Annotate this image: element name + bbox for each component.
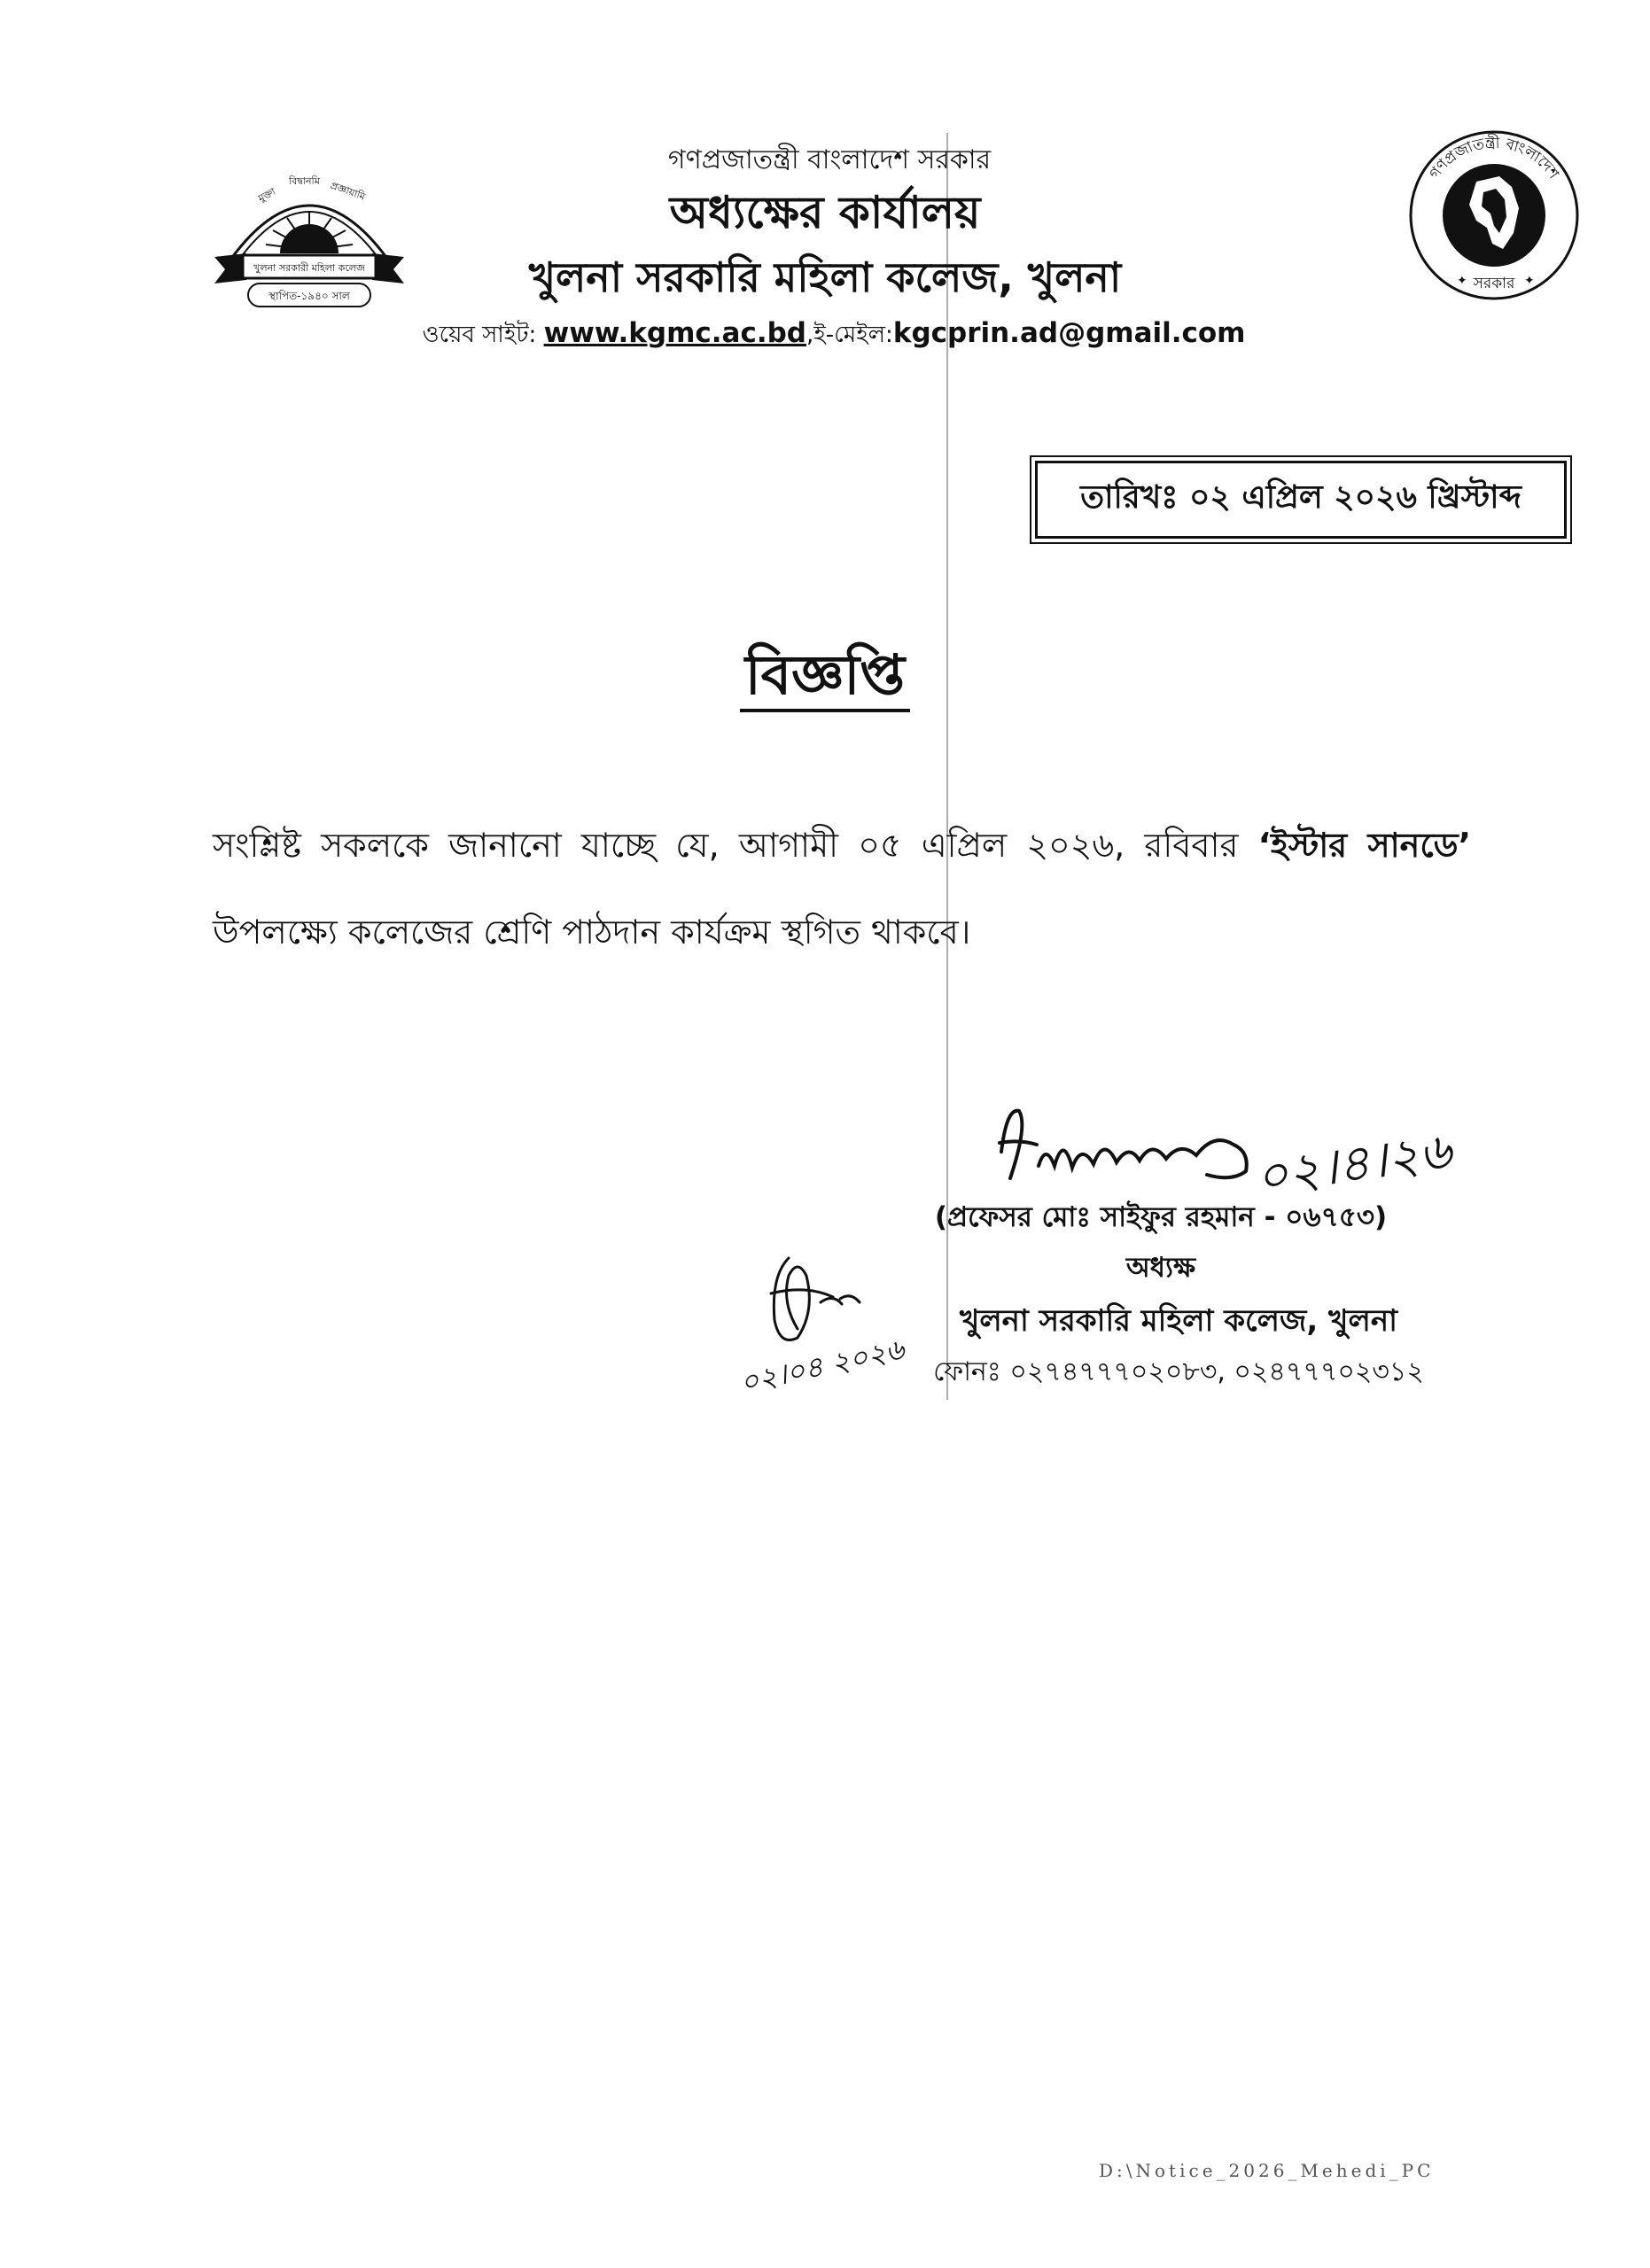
body-part-1: সংশ্লিষ্ট সকলকে জানানো যাচ্ছে যে, আগামী ০৫ এপ্রিল ২০২৬, রবিবার	[213, 826, 1258, 865]
notice-title-text: বিজ্ঞপ্তি	[740, 642, 910, 712]
signature-phone: ফোনঃ ০২৭৪৭৭৭০২০৮৩, ০২৪৭৭৭০২৩১২	[933, 1356, 1424, 1387]
email-label: ,ই-মেইল:	[806, 322, 893, 348]
date-box: তারিখঃ ০২ এপ্রিল ২০২৬ খ্রিস্টাব্দ	[1035, 461, 1567, 539]
body-event: ‘ইস্টার সানডে’	[1257, 826, 1471, 865]
college-name: খুলনা সরকারি মহিলা কলেজ, খুলনা	[528, 253, 1122, 301]
email-address[interactable]: kgcprin.ad@gmail.com	[892, 317, 1246, 349]
signature-block	[851, 1192, 1471, 1395]
notice-title	[0, 633, 1650, 725]
notice-body	[213, 802, 1471, 975]
initials-signature	[735, 1240, 907, 1426]
contact-line	[18, 314, 1650, 354]
body-part-2: উপলক্ষ্যে কলেজের শ্রেণি পাঠদান কার্যক্রম স্থগিত থাকবে।	[213, 913, 971, 951]
letterhead	[0, 142, 1650, 354]
office-name: অধ্যক্ষের কার্যালয়	[669, 187, 981, 238]
initials-date: ০২।০৪ ২০২৬	[736, 1332, 907, 1400]
government-name: গণপ্রজাতন্ত্রী বাংলাদেশ সরকার	[667, 144, 992, 175]
website-label: ওয়েব সাইট:	[422, 322, 537, 348]
website-link[interactable]: www.kgmc.ac.bd	[543, 317, 806, 349]
svg-text:প্রজ্ঞায়ামি: প্রজ্ঞায়ামি	[328, 179, 367, 203]
logo-established-text: স্থাপিত-১৯৪০ সাল	[269, 290, 350, 302]
signature-date: ০২।৪।২৬	[1251, 1122, 1455, 1207]
seal-bottom-text: সরকার	[1473, 275, 1515, 292]
seal-text: গণপ্রজাতন্ত্রী বাংলাদেশ	[1426, 134, 1562, 183]
svg-text:বিদ্বানমি: বিদ্বানমি	[289, 175, 320, 187]
svg-text:✦: ✦	[1457, 274, 1467, 288]
svg-text:মুক্তা: মুক্তা	[256, 185, 278, 205]
file-path-footer: D:\Notice_2026_Mehedi_PC	[1099, 2160, 1435, 2181]
svg-text:খুলনা সরকারী মহিলা কলেজ: খুলনা সরকারী মহিলা কলেজ	[253, 262, 365, 274]
principal-name: (প্রফেসর মোঃ সাইফুর রহমান - ০৬৭৫৩)	[934, 1201, 1388, 1233]
signature-college: খুলনা সরকারি মহিলা কলেজ, খুলনা	[960, 1303, 1397, 1339]
svg-text:✦: ✦	[1524, 274, 1535, 288]
principal-designation: অধ্যক্ষ	[1125, 1252, 1196, 1284]
